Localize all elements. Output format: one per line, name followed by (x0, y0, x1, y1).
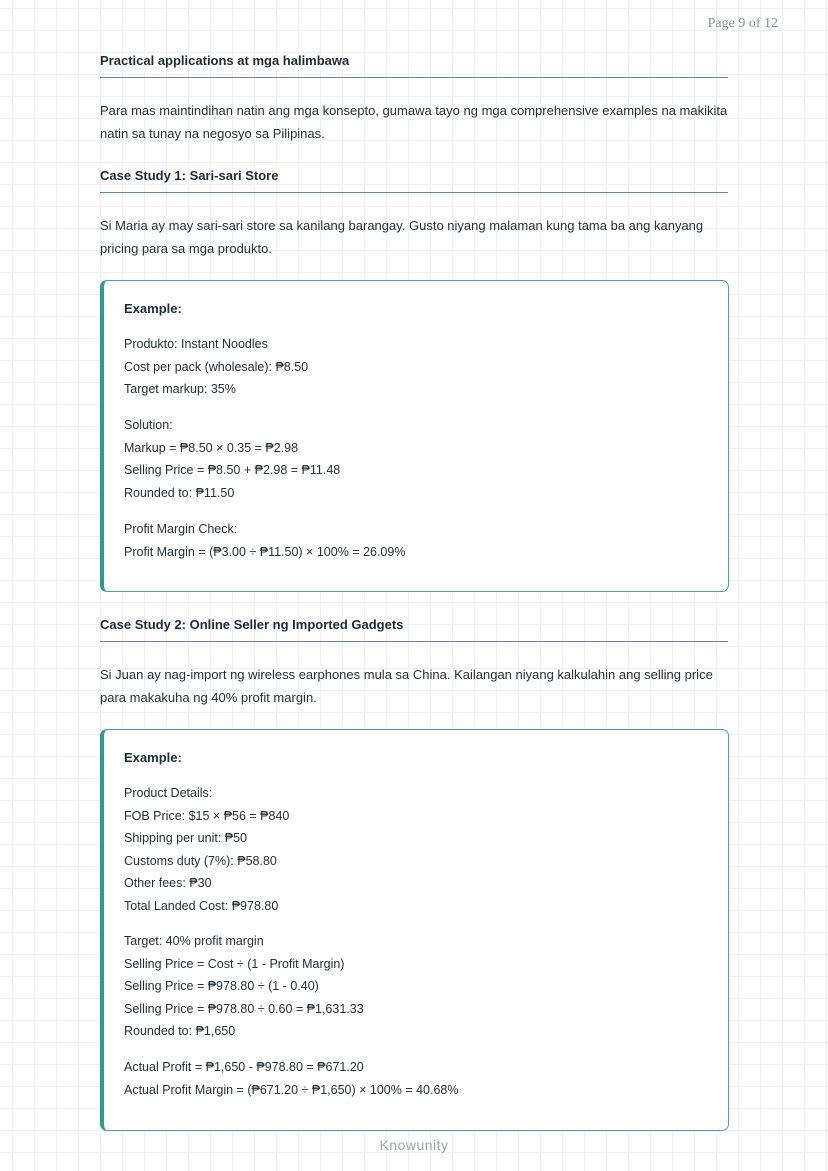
solution-line: Rounded to: ₱11.50 (124, 485, 235, 500)
given-line: Target markup: 35% (124, 382, 236, 396)
intro-paragraph: Para mas maintindihan natin ang mga konsepto, gumawa tayo ng mga comprehensive examples na makikita natin sa tunay na negosyo sa Pilipinas. (100, 103, 728, 141)
example-given (124, 333, 308, 401)
case-study-1-description: Si Maria ay may sari-sari store sa kanilang barangay. Gusto niyang malaman kung tama ba ang kanyang pricing para sa mga produkto. (100, 218, 704, 256)
check-line: Profit Margin Check: (124, 522, 238, 536)
detail-line: Product Details: (124, 786, 213, 800)
example-check (124, 518, 405, 563)
detail-line: Shipping per unit: ₱50 (124, 831, 248, 845)
actual-line: Actual Profit Margin = (₱671.20 ÷ ₱1,650) × 100% = 40.68% (124, 1082, 459, 1097)
detail-line: Total Landed Cost: ₱978.80 (124, 898, 279, 913)
case-study-2-heading: Case Study 2: Online Seller ng Imported Gadgets (100, 617, 728, 642)
case-study-1-heading: Case Study 1: Sari-sari Store (100, 168, 728, 193)
given-line: Cost per pack (wholesale): ₱8.50 (124, 359, 309, 374)
check-line: Profit Margin = (₱3.00 ÷ ₱11.50) × 100% = 26.09% (124, 544, 406, 559)
detail-line: Customs duty (7%): ₱58.80 (124, 853, 277, 868)
solution-line: Markup = ₱8.50 × 0.35 = ₱2.98 (124, 440, 299, 455)
case-study-2-description: Si Juan ay nag-import ng wireless earphones mula sa China. Kailangan niyang kalkulahin ang selling price para makakuha ng 40% profit margin. (100, 667, 713, 705)
target-line: Selling Price = ₱978.80 ÷ (1 - 0.40) (124, 979, 319, 993)
example-title: Example: (124, 301, 182, 316)
solution-line: Solution: (124, 418, 173, 432)
section-heading: Practical applications at mga halimbawa (100, 53, 728, 78)
target-line: Rounded to: ₱1,650 (124, 1024, 236, 1038)
page-number: Page 9 of 12 (707, 16, 778, 31)
target-line: Target: 40% profit margin (124, 934, 264, 948)
actual-line: Actual Profit = ₱1,650 - ₱978.80 = ₱671.20 (124, 1060, 364, 1074)
example-title: Example: (124, 750, 182, 765)
example-actual (124, 1056, 459, 1101)
example-target (124, 930, 364, 1043)
solution-line: Selling Price = ₱8.50 + ₱2.98 = ₱11.48 (124, 463, 341, 477)
case-study-2-example-box (100, 729, 729, 1131)
example-solution (124, 414, 340, 504)
target-line: Selling Price = ₱978.80 ÷ 0.60 = ₱1,631.33 (124, 1001, 364, 1016)
detail-line: Other fees: ₱30 (124, 876, 212, 890)
detail-line: FOB Price: $15 × ₱56 = ₱840 (124, 808, 290, 823)
given-line: Produkto: Instant Noodles (124, 337, 268, 351)
target-line: Selling Price = Cost ÷ (1 - Profit Margin) (124, 956, 345, 971)
footer-brand: Knowunity (379, 1137, 449, 1153)
case-study-1-example-box (100, 280, 729, 592)
example-details (124, 782, 289, 917)
